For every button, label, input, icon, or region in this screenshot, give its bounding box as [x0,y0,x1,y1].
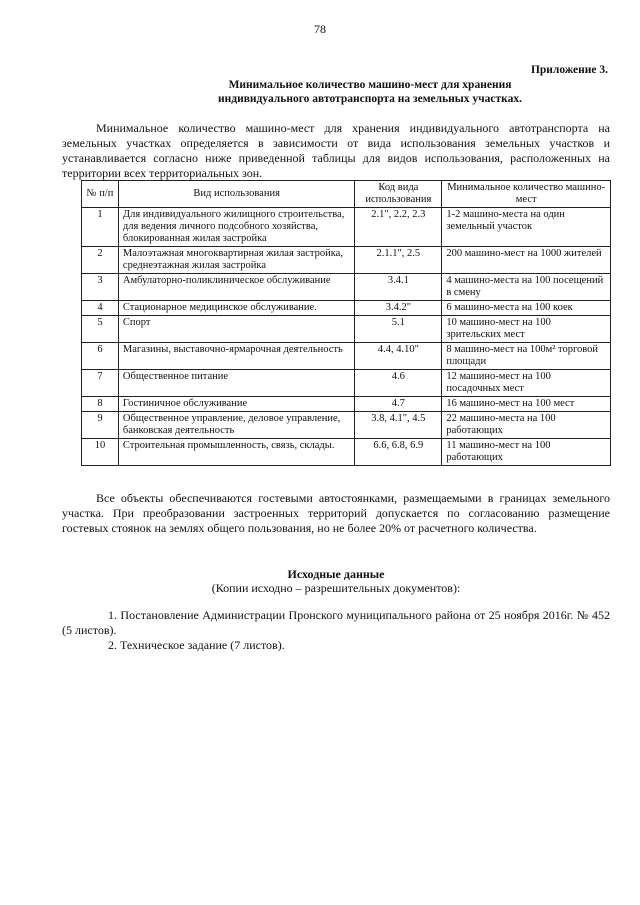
title-line-2: индивидуального автотранспорта на земельных участках. [218,93,522,105]
guest-parking-note: Все объекты обеспечиваются гостевыми автостоянками, размещаемыми в границах земельного участка. При преобразовании застроенных территорий допускается по согласованию размещение гостевых стоянок на землях общего пользования, но не более 20% от расчетного количества. [62,491,610,535]
table-header-row [82,181,611,208]
cell-num: 5 [82,316,119,343]
table-row [82,316,611,343]
cell-num: 2 [82,247,119,274]
cell-num: 8 [82,397,119,412]
cell-code: 4.4, 4.10" [355,343,442,370]
source-documents-list [62,608,610,653]
cell-min: 12 машино-мест на 100 посадочных мест [442,370,611,397]
cell-min: 10 машино-мест на 100 зрительских мест [442,316,611,343]
table-row [82,397,611,412]
cell-use: Спорт [118,316,354,343]
cell-num: 10 [82,439,119,466]
intro-paragraph: Минимальное количество машино-мест для хранения индивидуального автотранспорта на земельных участках определяется в зависимости от вида использования земельных участков и устанавливается согласно ниже приведенной таблицы для видов использования, расположенных на территории всех территориальных зон. [62,121,610,180]
list-item: 2. Техническое задание (7 листов). [108,638,285,652]
document-title [120,78,620,106]
cell-use: Общественное управление, деловое управление, банковская деятельность [118,412,354,439]
cell-code: 3.8, 4.1", 4.5 [355,412,442,439]
source-data-title: Исходные данные [287,567,385,581]
cell-use: Строительная промышленность, связь, склады. [118,439,354,466]
source-data-subtitle: (Копии исходно – разрешительных документов): [211,581,461,595]
header-min: Минимальное количество машино-мест [442,181,611,208]
cell-num: 9 [82,412,119,439]
table-row [82,439,611,466]
cell-use: Для индивидуального жилищного строительства, для ведения личного подсобного хозяйства, блокированная жилая застройка [118,208,354,247]
parking-table [81,180,611,466]
cell-use: Стационарное медицинское обслуживание. [118,301,354,316]
cell-min: 6 машино-места на 100 коек [442,301,611,316]
title-line-1: Минимальное количество машино-мест для хранения [228,79,512,91]
table-row [82,370,611,397]
cell-code: 3.4.1 [355,274,442,301]
cell-min: 16 машино-мест на 100 мест [442,397,611,412]
cell-code: 2.1.1", 2.5 [355,247,442,274]
cell-num: 3 [82,274,119,301]
cell-min: 8 машино-мест на 100м² торговой площади [442,343,611,370]
header-code: Код вида использования [355,181,442,208]
table-row [82,208,611,247]
header-num: № п/п [82,181,119,208]
cell-code: 2.1", 2.2, 2.3 [355,208,442,247]
cell-use: Гостиничное обслуживание [118,397,354,412]
cell-code: 4.7 [355,397,442,412]
cell-num: 4 [82,301,119,316]
cell-min: 22 машино-места на 100 работающих [442,412,611,439]
header-use: Вид использования [118,181,354,208]
cell-min: 11 машино-мест на 100 работающих [442,439,611,466]
cell-code: 4.6 [355,370,442,397]
cell-use: Магазины, выставочно-ярмарочная деятельность [118,343,354,370]
table-row [82,343,611,370]
cell-min: 200 машино-мест на 1000 жителей [442,247,611,274]
list-item: 1. Постановление Администрации Пронского муниципального района от 25 ноября 2016г. № 452 (5 листов). [62,608,610,637]
table-row [82,274,611,301]
appendix-label: Приложение 3. [530,64,608,76]
cell-num: 6 [82,343,119,370]
page-number: 78 [314,22,326,36]
cell-code: 3.4.2" [355,301,442,316]
cell-code: 5.1 [355,316,442,343]
cell-min: 1-2 машино-места на один земельный участок [442,208,611,247]
cell-use: Амбулаторно-поликлиническое обслуживание [118,274,354,301]
cell-min: 4 машино-места на 100 посещений в смену [442,274,611,301]
table-row [82,412,611,439]
cell-use: Общественное питание [118,370,354,397]
table-row [82,247,611,274]
cell-code: 6.6, 6.8, 6.9 [355,439,442,466]
cell-num: 7 [82,370,119,397]
cell-use: Малоэтажная многоквартирная жилая застройка, среднеэтажная жилая застройка [118,247,354,274]
cell-num: 1 [82,208,119,247]
table-row [82,301,611,316]
